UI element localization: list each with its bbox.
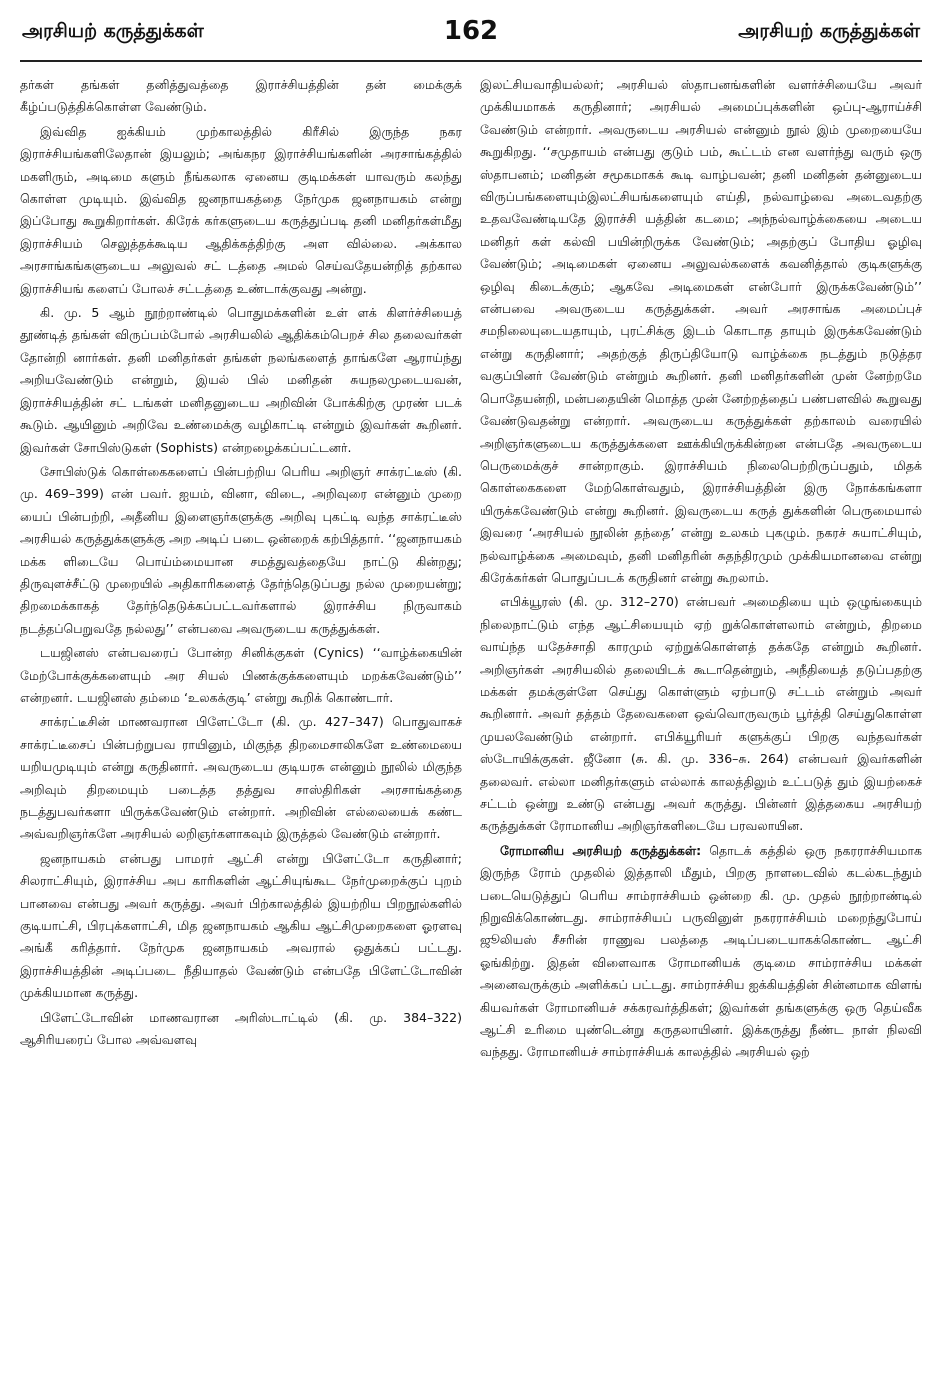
paragraph-text: தொடக் கத்தில் ஒரு நகரராச்சியமாக இருந்த ரோம் முதலில் இத்தாலி மீதும், பிறகு நாளடைவில் கடல்கடந்தும் படையெடுத்துப் பெரிய சாம்ராச்சியம் ஒன்றை கி. மு. முதல் நூற்றாண்டில் நிறுவிக்கொண்டது. சாம்ராச்சியப் பருவினுள் நகரராச்சியம் மறைந்துபோய் ஜூலியஸ் சீசரின் ராணுவ பலத்தை அடிப்படையாகக்கொண்ட ஆட்சி ஓங்கிற்று. இதன் விளைவாக ரோமானியக் குடிமை சாம்ராச்சிய மக்கள் அனைவருக்கும் அளிக்கப் பட்டது. சாம்ராச்சிய ஐக்கியத்தின் சின்னமாக விளங் கியவர்கள் ரோமானியச் சக்கரவர்த்திகள்; இவர்கள் தங்களுக்கு ஒரு தெய்வீக ஆட்சி உரிமை யுண்டென்று கருதலாயினர். இக்கருத்து நீண்ட நாள் நிலவி வந்தது. ரோமானியச் சாம்ராச்சியக் காலத்தில் அரசியல் ஒற் — [480, 842, 922, 1060]
paragraph: சாக்ரட்டீசின் மாணவரான பிளேட்டோ (கி. மு. 427–347) பொதுவாகச் சாக்ரட்டீசைப் பின்பற்றுபவ ராயினும், மிகுந்த திறமைசாலிகளே உண்மையை யறியமுடியும் என்று கருதினார். அவருடைய குடியரசு என்னும் நூலில் மிகுந்த அறிவும் திறமையும் படைத்த தத்துவ சாஸ்திரிகள் அரசாங்கத்தை நடத்துபவர்களா யிருக்கவேண்டும் என்றார். அறிவின் எல்லையைக் கண்ட அவ்வறிஞர்களே அரசியல் லறிஞர்களாகவும் இருத்தல் வேண்டும் என்றார். — [20, 714, 462, 842]
paragraph: பிளேட்டோவின் மாணவரான அரிஸ்டாட்டில் (கி. மு. 384–322) ஆசிரியரைப் போல அவ்வளவு — [20, 1009, 462, 1048]
section-heading-roman: ரோமானிய அரசியற் கருத்துக்கள்: — [500, 842, 702, 858]
left-column — [20, 74, 462, 1364]
paragraph: கி. மு. 5 ஆம் நூற்றாண்டில் பொதுமக்களின் உள் ளக் கிளர்ச்சியைத் தூண்டித் தங்கள் விருப்பம்போல் அரசியலில் ஆதிக்கம்பெறச் சில தலைவர்கள் தோன்றி னார்கள். தனி மனிதர்கள் தங்கள் நலங்களைத் தாங்களே ஆராய்ந்து அறியவேண்டும் என்றும், இயல் பில் மனிதன் சுயநலமுடையவன், இராச்சியத்தின் சட் டங்கள் மனிதனுடைய அறிவின் போக்கிற்கு முரண் படக் கூடும். ஆயினும் அறிவே உண்மைக்கு வழிகாட்டி என்றும் இவர்கள் கூறினர். இவர்கள் சோபிஸ்டுகள் (Sophists) என்றழைக்கப்பட்டனர். — [20, 305, 462, 455]
paragraph: இலட்சியவாதியல்லர்; அரசியல் ஸ்தாபனங்களின் வளர்ச்சியையே அவர் முக்கியமாகக் கருதினார்; அரசியல் அமைப்புக்களின் ஒப்பு-ஆராய்ச்சி வேண்டும் என்றார். அவருடைய அரசியல் என்னும் நூல் இம் முறையையே கூறுகிறது. ‘‘சமுதாயம் என்பது குடும் பம், கூட்டம் என வளர்ந்து வரும் ஒரு ஸ்தாபனம்; மனிதன் சமூகமாகக் கூடி வாழ்பவன்; தனி மனிதன் தன்னுடைய விருப்பங்களையும்இலட்சியங்களையும் எய்தி, நல்வாழ்வை அடைவதற்கு உதவவேண்டியதே இராச்சி யத்தின் கடமை; அந்நல்வாழ்க்கையை அடைய மனிதர் கள் கல்வி பயின்றிருக்க வேண்டும்; அதற்குப் போதிய ஓழிவு வேண்டும்; அடிமைகள் ஏனைய அலுவல்களைக் கவனித்தால் குடிகளுக்கு ஒழிவு கிடைக்கும்; ஆகவே அடிமைகள் என்போர் இருக்கவேண்டும்’’ என்பவை அவருடைய கருத்துக்கள். அவர் அரசாங்க அமைப்புச் சமநிலையுடையதாயும், புரட்சிக்கு இடம் கொடாத தாயும் இருக்கவேண்டும் என்று கருதினார்; அதற்குத் திருப்தியோடு வாழ்க்கை நடத்தும் நடுத்தர வகுப்பினர் வேண்டும் என்றும் கூறினர். தனி மனிதர்களின் முன் னேற்றமே பொதேயன்றி, மன்பதையின் மொத்த முன் னேற்றத்தைப் பண்பளவில் கூறுவது வேண்டுவதன்று என்றார். அவருடைய கருத்துக்கள் தற்காலம் வரையில் அறிஞர்களுடைய கருத்துக்களை ஊக்கியிருக்கின்றன என்பதே அவருடைய பெருமைக்குச் சான்றாகும். இராச்சியம் நிலைபெற்றிருப்பதும், மிதக் கொள்கைகளை மேற்கொள்வதும், இராச்சியத்தின் இரு நோக்கங்களா யிருக்கவேண்டும் என்று கூறினர். இவருடைய கருத் துக்களின் பெருமையால் இவரை ‘அரசியல் நூலின் தந்தை’ என்று உலகம் புகழும். நகரச் சுயாட்சியும், நல்வாழ்க்கை அமைவும், தனி மனிதரின் சுதந்திரமும் முக்கியமானவை என்று கிரேக்கர்கள் பொதுப்படக் கருதினர் என்று கூறலாம். — [480, 77, 922, 585]
text-columns — [20, 74, 922, 1364]
paragraph: தர்கள் தங்கள் தனித்துவத்தை இராச்சியத்தின் தன் மைக்குக் கீழ்ப்படுத்திக்கொள்ள வேண்டும். — [20, 77, 462, 115]
running-title-left: அரசியற் கருத்துக்கள் — [22, 20, 204, 42]
right-column — [480, 74, 922, 1364]
paragraph: டயஜினஸ் என்பவரைப் போன்ற சினிக்குகள் (Cynics) ‘‘வாழ்க்கையின் மேற்போக்குக்களையும் அர சியல் பிணக்குக்களையும் மறக்கவேண்டும்’’ என்றனர். டயஜினஸ் தம்மை ‘உலகக்குடி’ என்று கூறிக் கொண்டார். — [20, 645, 462, 705]
running-title-right: அரசியற் கருத்துக்கள் — [738, 20, 920, 42]
paragraph: ஜனநாயகம் என்பது பாமரர் ஆட்சி என்று பிளேட்டோ கருதினார்; சிலராட்சியும், இராச்சிய அப காரிகளின் ஆட்சியுங்கூட நேர்முறைக்குப் புறம் பானவை என்பது அவர் கருத்து. அவர் பிற்காலத்தில் இயற்றிய பிறநூல்களில் குடியாட்சி, பிரபுக்களாட்சி, மித ஜனநாயகம் ஆகிய ஆட்சிமுறைகளை ஓரளவு அங்கீ கரித்தார். நேர்முக ஜனநாயகம் அவரால் ஒதுக்கப் பட்டது. இராச்சியத்தின் அடிப்படை நீதியாதல் வேண்டும் என்பதே பிளேட்டோவின் முக்கியமான கருத்து. — [20, 850, 462, 1001]
page-number: 162 — [443, 16, 499, 46]
paragraph: சோபிஸ்டுக் கொள்கைகளைப் பின்பற்றிய பெரிய அறிஞர் சாக்ரட்டீஸ் (கி. மு. 469–399) என் பவர். ஐயம், வினா, விடை, அறிவுரை என்னும் முறை யைப் பின்பற்றி, அதீனிய இளைஞர்களுக்கு அறிவு புகட்டி வந்த சாக்ரட்டீஸ் அரசியல் கருத்துக்களுக்கு அற அடிப் படை ஒன்றைக் கற்பித்தார். ‘‘ஜனநாயகம் மக்க ளிடையே பொய்ம்மையான சமத்துவத்தையே நாட்டு கின்றது; திருவுளச்சீட்டு முறையில் அதிகாரிகளைத் தேர்ந்தெடுப்பது நல்ல முறையன்று; திறமைக்காகத் தேர்ந்தெடுக்கப்பட்டவர்களால் இராச்சிய நிருவாகம் நடத்தப்பெறுவதே நல்லது’’ என்பவை அவருடைய கருத்துக்கள். — [20, 463, 462, 636]
paragraph: எபிக்யூரஸ் (கி. மு. 312–270) என்பவர் அமைதியை யும் ஒழுங்கையும் நிலைநாட்டும் எந்த ஆட்சியையும் ஏற் றுக்கொள்ளலாம் என்றும், திறமை வாய்ந்த யதேச்சாதி காரமும் ஏற்றுக்கொள்ளத் தக்கதே என்றும் கூறினர். அறிஞர்கள் அரசியலில் தலையிடக் கூடாதென்றும், அநீதியைத் தடுப்பதற்கு மக்கள் தமக்குள்ளே செய்து கொள்ளும் ஏற்பாடு சட்டம் என்றும் அவர் கூறினார். அவர் தத்தம் தேவைகளை ஒவ்வொருவரும் பூர்த்தி செய்துகொள்ள முயலவேண்டும் என்றார். எபிக்யூரியர் களுக்குப் பிறகு வந்தவர்கள் ஸ்டோயிக்குகள். ஜீனோ (சு. கி. மு. 336–சு. 264) என்பவர் இவர்களின் தலைவர். எல்லா மனிதர்களும் எல்லாக் காலத்திலும் உட்படுத் தும் இயற்கைச் சட்டம் ஒன்று உண்டு என்பது அவர் கருத்து. பின்னர் இத்தகைய அரசியற் கருத்துக்கள் ரோமானிய அறிஞர்களிடையே பரவலாயின. — [480, 594, 922, 834]
page-header — [20, 14, 922, 62]
paragraph — [480, 840, 922, 1064]
paragraph: இவ்வித ஐக்கியம் முற்காலத்தில் கிரீசில் இருந்த நகர இராச்சியங்களிலேதான் இயலும்; அங்கநர இராச்சியங்களின் அரசாங்கத்தில் மகளிரும், அடிமை களும் நீங்கலாக ஏனைய குடிமக்கள் யாவரும் கலந்து கொள்ள முடியும். இவ்வித ஜனநாயகத்தை நேர்முக ஜனநாயகம் என்று இப்போது கூறுகிறார்கள். கிரேக் கர்களுடைய கருத்துப்படி தனி மனிதர்கள்மீது இராச்சியம் செலுத்தக்கூடிய ஆதிக்கத்திற்கு அள வில்லை. அக்கால அரசாங்கங்களுடைய அலுவல் சட் டத்தை அமல் செய்வதேயன்றித் தற்கால இராச்சியங் களைப் போலச் சட்டத்தை உண்டாக்குவது அன்று. — [20, 123, 462, 296]
